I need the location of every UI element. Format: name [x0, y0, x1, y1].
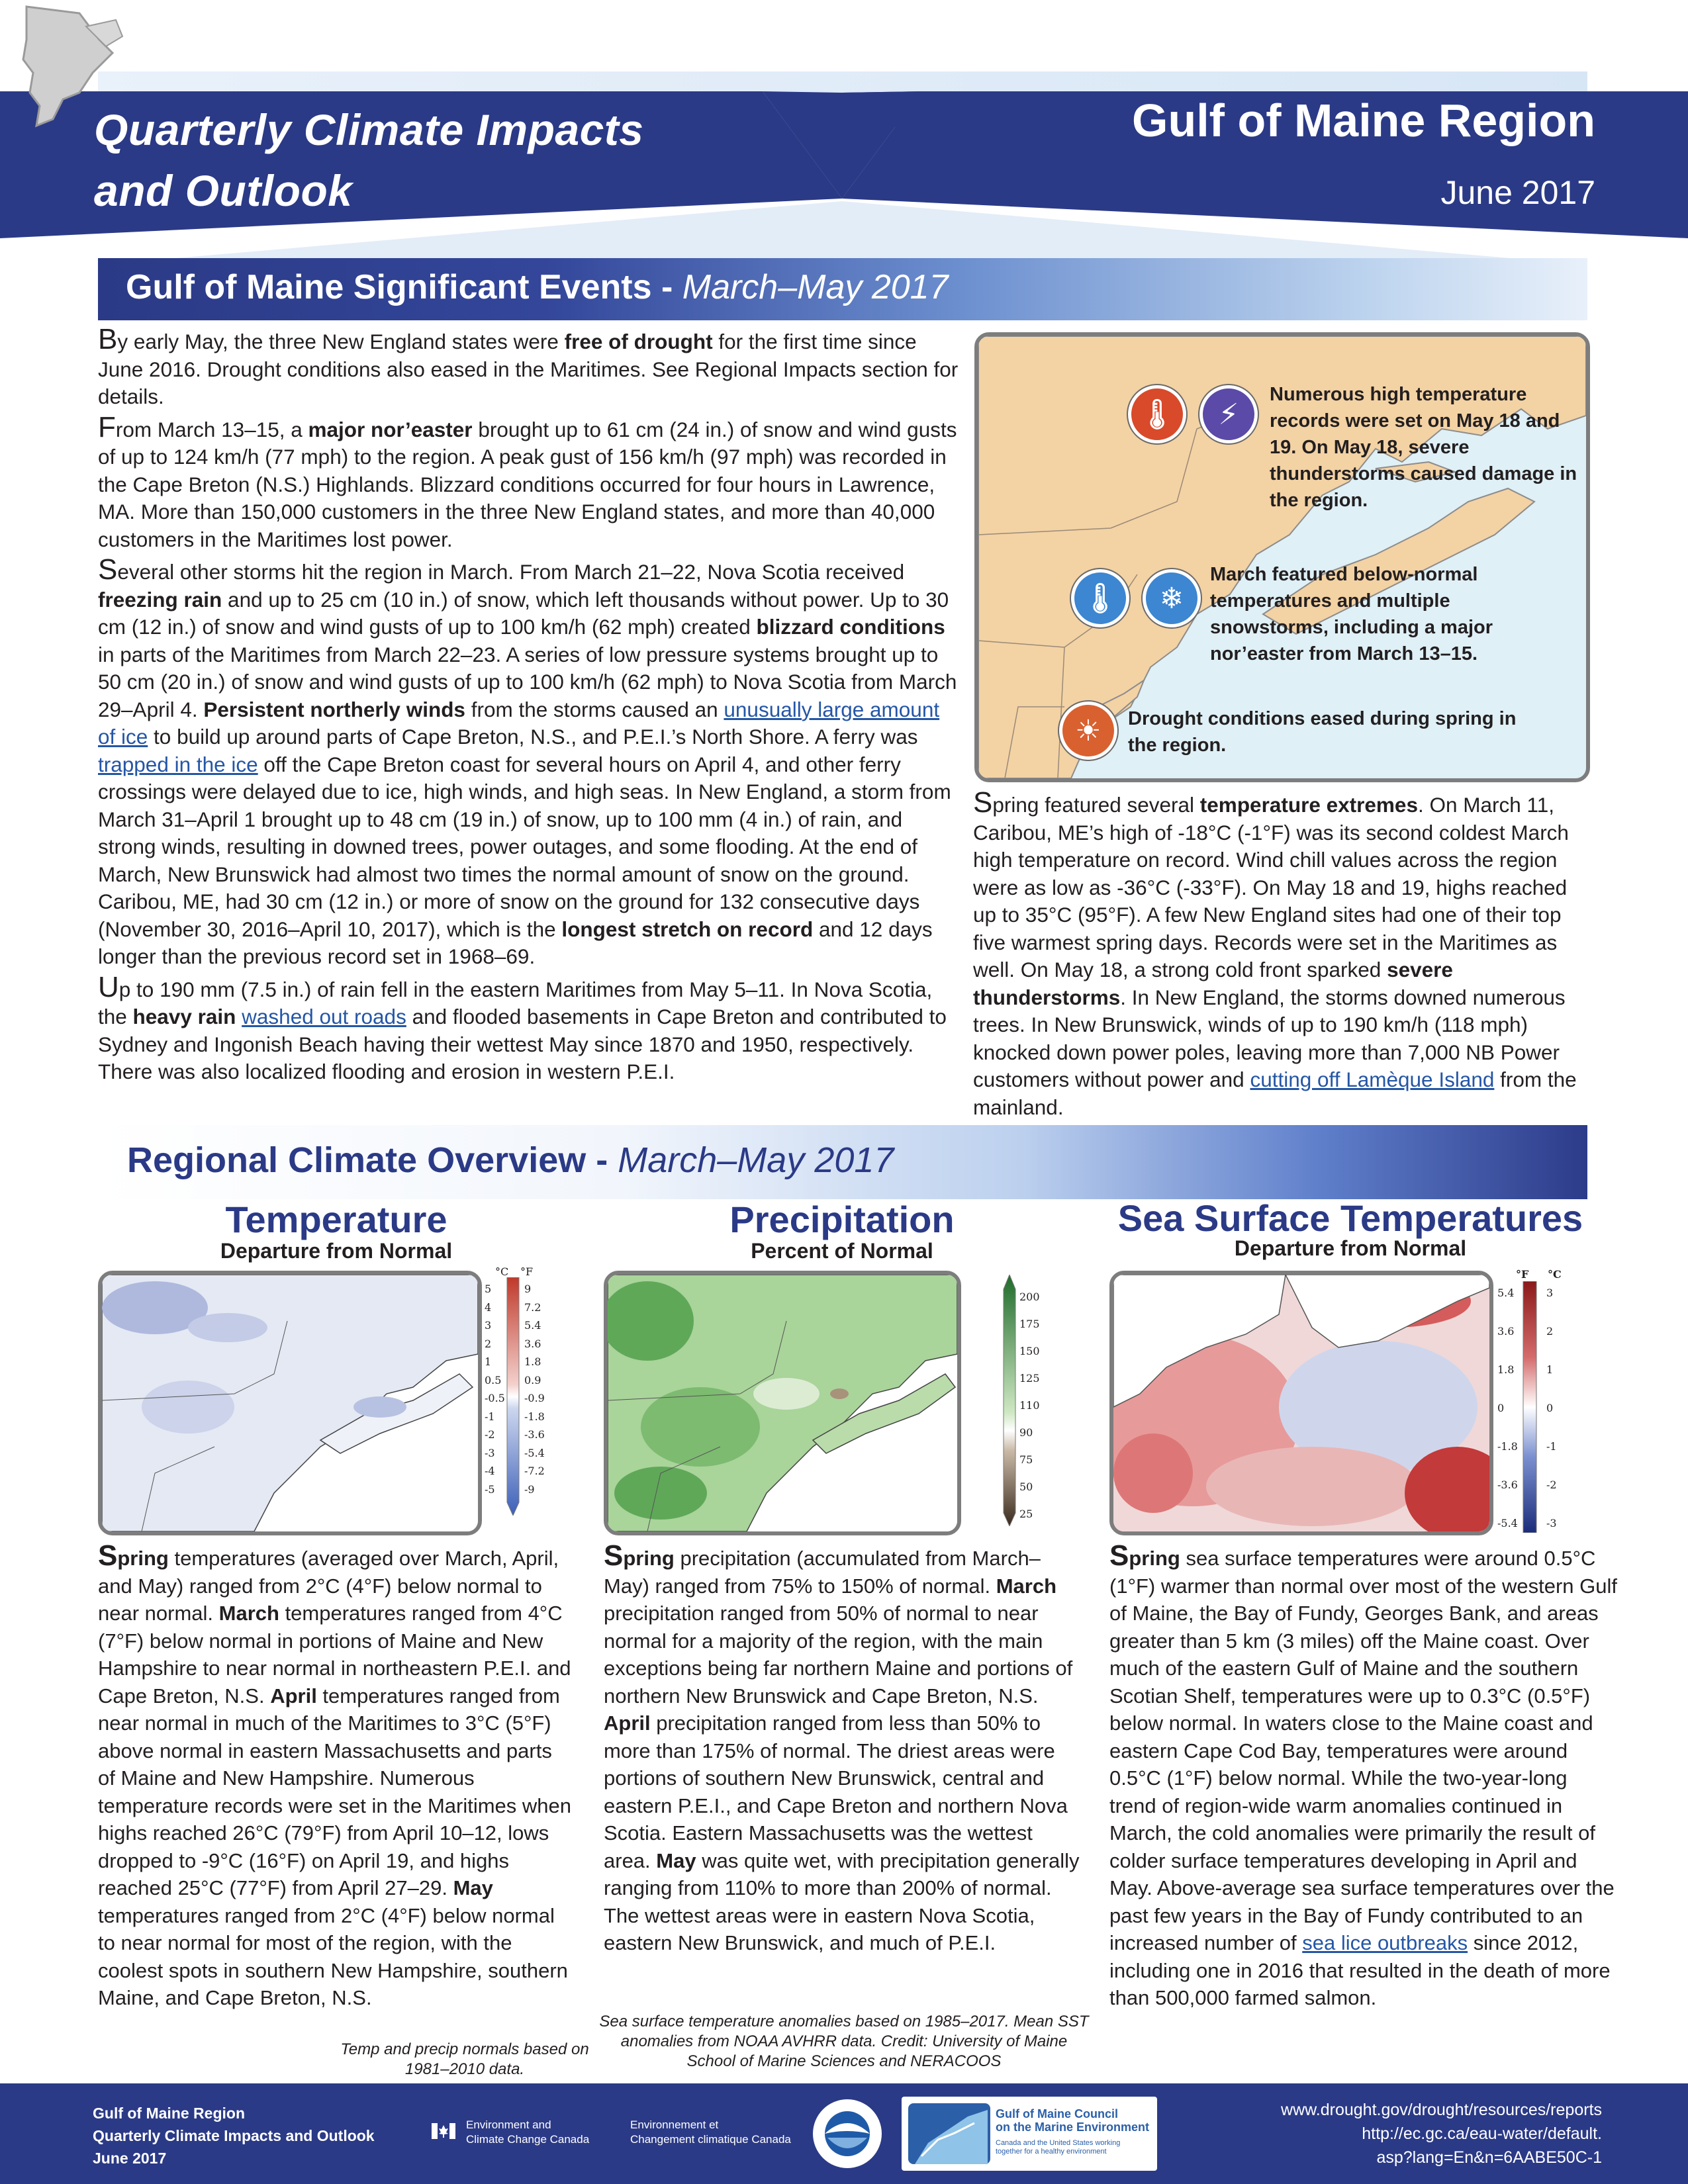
legend-tick-label: 0.5	[485, 1373, 502, 1387]
legend-tick-label: 4	[485, 1300, 492, 1314]
significant-events-map	[974, 332, 1590, 782]
legend-tick-label: 5	[485, 1283, 492, 1295]
legend-tick-label: -1	[485, 1410, 495, 1423]
overview-heading: Regional Climate Overview - March–May 2017	[127, 1140, 894, 1180]
legend-tick-label: -0.5	[485, 1392, 505, 1404]
sst-subtitle: Departure from Normal	[1234, 1236, 1467, 1260]
legend-tick-label: 200	[1019, 1291, 1040, 1303]
legend-tick-label: -3.6	[524, 1428, 545, 1441]
noaa-logo-icon	[813, 2099, 882, 2168]
link-ferry-trapped[interactable]: trapped in the ice	[98, 752, 258, 776]
thunderstorm-icon: ⚡	[1199, 385, 1258, 443]
events-banner	[98, 258, 1587, 320]
gomc-map-icon	[908, 2103, 990, 2164]
legend-tick-label: 0	[1497, 1402, 1505, 1414]
thermometer-cold-icon: 🌡	[1071, 569, 1129, 627]
sst-legend-unit-f: °F	[1516, 1268, 1529, 1281]
precipitation-map-graphic	[608, 1275, 957, 1531]
legend-tick-label: 3.6	[1497, 1325, 1515, 1338]
legend-tick-label: -5	[485, 1482, 495, 1496]
link-washed-out-roads[interactable]: washed out roads	[242, 1005, 406, 1028]
legend-tick-label: -2	[485, 1428, 495, 1441]
footer-publication	[93, 2102, 375, 2169]
sst-credit-caption: Sea surface temperature anomalies based on 1985–2017. Mean SST anomalies from NOAA AVHRR data. Credit: University of Maine School of Marine Sciences and NERACOOS	[599, 2013, 1089, 2070]
legend-tick-label: 110	[1019, 1399, 1040, 1412]
legend-tick-label: 90	[1019, 1426, 1033, 1439]
legend-tick-label: -1.8	[1497, 1440, 1518, 1453]
legend-tick-label: 7.2	[524, 1300, 541, 1314]
temperature-map-graphic	[102, 1275, 478, 1531]
eccc-french: Environnement et Changement climatique Canada	[630, 2118, 791, 2146]
gomc-tagline: Canada and the United States working together for a healthy environment	[996, 2139, 1121, 2156]
paragraph-heavy-rain: Up to 190 mm (7.5 in.) of rain fell in the eastern Maritimes from May 5–11. In Nova Scotia, the heavy rain washed out roads and flooded basements in Cape Breton and contributed to Sydney and Ingonish Beach having their wettest May since 1870 and 1950, respectively. There was also localized flooding and erosion in western P.E.I.	[98, 970, 947, 1083]
gomc-title: Gulf of Maine Council on the Marine Environment	[996, 2107, 1150, 2134]
legend-tick-label: 25	[1019, 1508, 1033, 1520]
gomc-logo	[902, 2097, 1157, 2171]
precipitation-text: Spring precipitation (accumulated from March–May) ranged from 75% to 150% of normal. March precipitation ranged from 50% of normal to near normal for a majority of the region, with the main exceptions being far northern Maine and portions of northern New Brunswick and Cape Breton, N.S. April precipitation ranged from less than 50% to more than 175% of normal. The driest areas were portions of southern New Brunswick, central and eastern P.E.I., and Cape Breton and northern Nova Scotia. Eastern Massachusetts was the wettest area. May was quite wet, with precipitation generally ranging from 110% to more than 200% of normal. The wettest areas were in eastern Nova Scotia, eastern New Brunswick, and much of P.E.I.	[604, 1539, 1080, 1954]
legend-tick-label: -1	[1546, 1440, 1557, 1453]
legend-tick-label: -3	[1546, 1517, 1557, 1529]
legend-tick-label: 2	[485, 1337, 492, 1350]
report-title-line1: Quarterly Climate Impacts	[94, 105, 644, 154]
footer-line2: Quarterly Climate Impacts and Outlook	[93, 2127, 375, 2144]
sst-map	[1109, 1271, 1493, 1535]
temperature-legend-unit-c: °C	[495, 1265, 509, 1278]
temperature-subtitle: Departure from Normal	[220, 1239, 453, 1263]
link-lameque-island[interactable]: cutting off Lamèque Island	[1250, 1068, 1495, 1091]
legend-tick-label: 3	[1546, 1287, 1554, 1299]
legend-tick-label: -7.2	[524, 1465, 545, 1477]
legend-tick-label: -5.4	[1497, 1517, 1518, 1529]
temperature-text: Spring temperatures (averaged over March, April, and May) ranged from 2°C (4°F) below normal to near normal. March temperatures ranged from 4°C (7°F) below normal in portions of Maine and New Hampshire to near normal in northeastern P.E.I. and Cape Breton, N.S. April temperatures ranged from near normal in much of the Maritimes to 3°C (5°F) above normal in eastern Massachusetts and parts of Maine and New Hampshire. Numerous temperature records were set in the Maritimes when highs reached 26°C (79°F) from April 10–12, lows dropped to -9°C (16°F) on April 19, and highs reached 25°C (77°F) from April 27–29. May temperatures ranged from 2°C (4°F) below normal to near normal for most of the region, with the coolest spots in southern New Hampshire, southern Maine, and Cape Breton, N.S.	[98, 1539, 572, 2009]
temperature-legend-bar	[504, 1277, 522, 1516]
report-title	[94, 99, 729, 221]
precipitation-map	[604, 1271, 961, 1535]
legend-tick-label: -3.6	[1497, 1479, 1518, 1491]
report-title-line2: and Outlook	[94, 166, 353, 215]
temperature-legend-unit-f: °F	[520, 1265, 534, 1278]
legend-tick-label: 50	[1019, 1480, 1033, 1493]
legend-tick-label: 1	[485, 1355, 492, 1368]
legend-tick-label: 1.8	[1497, 1363, 1515, 1376]
legend-tick-label: 150	[1019, 1345, 1040, 1357]
drought-icon: ☀	[1059, 702, 1117, 760]
legend-tick-label: 1	[1546, 1363, 1554, 1376]
legend-tick-label: -3	[485, 1446, 495, 1459]
region-name: Gulf of Maine Region	[1132, 95, 1595, 146]
overview-banner	[98, 1125, 1587, 1199]
legend-tick-label: 3.6	[524, 1337, 541, 1350]
sst-legend-bar	[1521, 1281, 1538, 1533]
link-ice-buildup[interactable]: unusually large amount of ice	[98, 697, 940, 749]
legend-tick-label: 75	[1019, 1453, 1033, 1466]
footer-url-drought[interactable]: www.drought.gov/drought/resources/reports	[1281, 2101, 1602, 2119]
footer-urls	[1281, 2098, 1602, 2169]
legend-tick-label: 175	[1019, 1318, 1040, 1330]
footer-url-ec-part2[interactable]: asp?lang=En&n=6AABE50C-1	[1376, 2148, 1602, 2167]
footer-line1: Gulf of Maine Region	[93, 2105, 245, 2122]
paragraph-temperature-extremes: Spring featured several temperature extremes. On March 11, Caribou, ME’s high of -18°C (-1°F) was its second coldest March high temperature on record. Wind chill values across the region were as low as -36°C (-33°F). On May 18 and 19, highs reached up to 35°C (95°F). A few New England sites had one of their top five warmest spring days. Records were set in the Maritimes as well. On May 18, a strong cold front sparked severe thunderstorms. In New England, the storms downed numerous trees. In New Brunswick, winds of up to 190 km/h (118 mph) knocked down power poles, leaving more than 7,000 NB Power customers without power and cutting off Lamèque Island from the mainland.	[973, 786, 1577, 1119]
callout-heat-storms: Numerous high temperature records were set on May 18 and 19. On May 18, severe thunderstorms caused damage in the region.	[1270, 384, 1577, 511]
thermometer-hot-icon: 🌡	[1128, 385, 1186, 443]
paragraph-noreaster: From March 13–15, a major nor’easter brought up to 61 cm (24 in.) of snow and wind gusts of up to 124 km/h (77 mph) to the region. A peak gust of 156 km/h (97 mph) was recorded in the Cape Breton (N.S.) Highlands. Blizzard conditions occurred for four hours in Lawrence, MA. More than 150,000 customers in the three New England states, and more than 40,000 customers in the Maritimes lost power.	[98, 410, 957, 551]
legend-tick-label: 125	[1019, 1372, 1040, 1385]
legend-tick-label: -2	[1546, 1479, 1557, 1491]
page-footer	[0, 2083, 1688, 2184]
report-date: June 2017	[1440, 174, 1595, 211]
legend-tick-label: 2	[1546, 1325, 1554, 1338]
legend-tick-label: 5.4	[1497, 1287, 1515, 1299]
page-header	[0, 0, 1688, 265]
snowflake-icon: ❄	[1143, 569, 1201, 627]
normals-note: Temp and precip normals based on 1981–2010 data.	[340, 2040, 589, 2078]
sst-map-graphic	[1113, 1275, 1489, 1531]
footer-line3: June 2017	[93, 2150, 167, 2167]
legend-tick-label: -1.8	[524, 1410, 545, 1423]
paragraph-drought: By early May, the three New England states were free of drought for the first time since June 2016. Drought conditions also eased in the Maritimes. See Regional Impacts section for details.	[98, 323, 959, 408]
events-heading: Gulf of Maine Significant Events - March–May 2017	[126, 268, 949, 306]
legend-tick-label: -5.4	[524, 1446, 545, 1459]
precipitation-subtitle: Percent of Normal	[751, 1239, 933, 1263]
legend-tick-label: 5.4	[524, 1319, 541, 1332]
precipitation-legend-bar	[1001, 1275, 1018, 1526]
sst-title: Sea Surface Temperatures	[1117, 1197, 1583, 1239]
legend-tick-label: 3	[485, 1319, 492, 1332]
sst-legend-unit-c: °C	[1548, 1268, 1562, 1281]
link-sea-lice[interactable]: sea lice outbreaks	[1302, 1931, 1468, 1954]
temperature-map	[98, 1271, 482, 1535]
legend-tick-label: -9	[524, 1482, 535, 1496]
canada-flag-icon	[432, 2123, 455, 2139]
paragraph-march-storms: Several other storms hit the region in March. From March 21–22, Nova Scotia received freezing rain and up to 25 cm (10 in.) of snow, which left thousands without power. Up to 30 cm (12 in.) of snow and wind gusts of up to 100 km/h (62 mph) created blizzard conditions in parts of the Maritimes from March 22–23. A series of low pressure systems brought up to 50 cm (20 in.) of snow and wind gusts of up to 100 km/h (62 mph) to Nova Scotia from March 29–April 4. Persistent northerly winds from the storms caused an unusually large amount of ice to build up around parts of Cape Breton, N.S., and P.E.I.’s North Shore. A ferry was trapped in the ice off the Cape Breton coast for several hours on April 4, and other ferry crossings were delayed due to ice, high winds, and high seas. In New England, a storm from March 31–April 1 brought up to 48 cm (19 in.) of snow, up to 100 mm (4 in.) of rain, and strong winds, resulting in downed trees, power outages, and some flooding. At the end of March, New Brunswick had almost two times the normal amount of snow on the ground. Caribou, ME, had 30 cm (12 in.) or more of snow on the ground for 132 consecutive days (November 30, 2016–April 10, 2017), which is the longest stretch on record and 12 days longer than the previous record set in 1968–69.	[98, 553, 957, 968]
footer-url-ec-part1[interactable]: http://ec.gc.ca/eau-water/default.	[1362, 2124, 1602, 2143]
legend-tick-label: 0	[1546, 1402, 1554, 1414]
callout-drought: Drought conditions eased during spring in the region.	[1128, 708, 1517, 756]
legend-tick-label: -4	[485, 1465, 495, 1477]
temperature-title: Temperature	[225, 1199, 447, 1240]
events-text-right	[973, 786, 1589, 1126]
legend-tick-label: 1.8	[524, 1355, 541, 1368]
callout-cold-snow: March featured below-normal temperatures and multiple snowstorms, including a major nor’easter from March 13–15.	[1210, 564, 1493, 664]
events-text-left	[98, 323, 959, 1091]
sst-text: Spring sea surface temperatures were around 0.5°C (1°F) warmer than normal over most of the western Gulf of Maine, the Bay of Fundy, Georges Bank, and areas greater than 5 km (3 miles) off the Maine coast. Over much of the eastern Gulf of Maine and the southern Scotian Shelf, temperatures were up to 0.3°C (0.5°F) below normal. In waters close to the Maine coast and eastern Cape Cod Bay, temperatures were around 0.5°C (1°F) below normal. While the two-year-long trend of region-wide warm anomalies continued in March, the cold anomalies were primarily the result of colder surface temperatures developing in April and May. Above-average sea surface temperatures over the past few years in the Bay of Fundy contributed to an increased number of sea lice outbreaks since 2012, including one in 2016 that resulted in the death of more than 500,000 farmed salmon.	[1109, 1539, 1617, 2009]
legend-tick-label: 9	[524, 1283, 532, 1295]
legend-tick-label: 0.9	[524, 1373, 541, 1387]
eccc-english: Environment and Climate Change Canada	[466, 2118, 590, 2146]
legend-tick-label: -0.9	[524, 1392, 545, 1404]
precipitation-title: Precipitation	[729, 1199, 955, 1240]
